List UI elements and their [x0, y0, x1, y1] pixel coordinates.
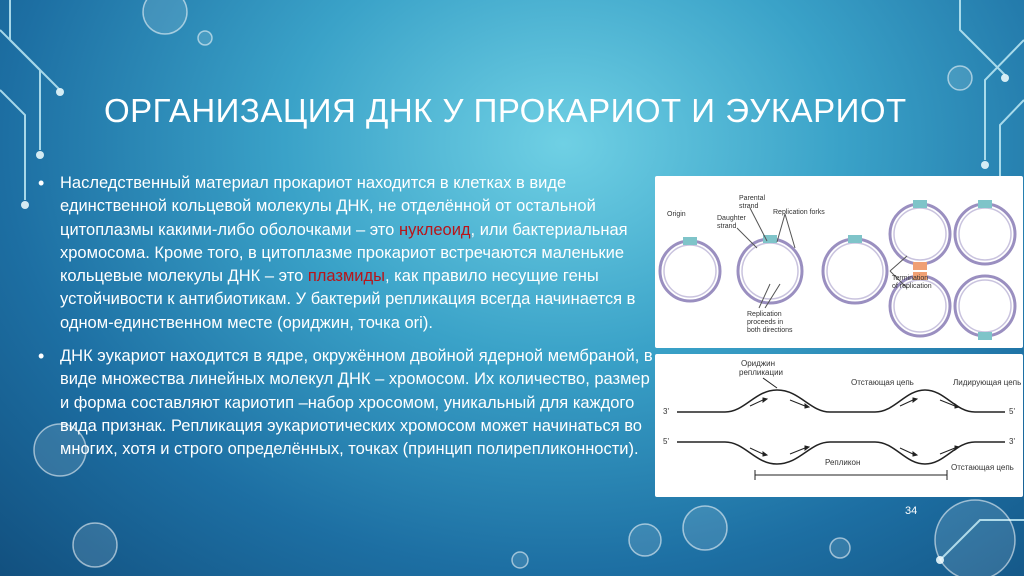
dna-circle-4: [890, 204, 950, 264]
label-replication-2: proceeds in: [747, 319, 784, 326]
label-5prime-left: 5': [663, 437, 669, 446]
paragraph-prokaryotes: [38, 172, 658, 335]
label-origin-2: репликации: [739, 368, 784, 377]
paragraph-eukaryotes: [38, 345, 658, 461]
label-3prime-right: 3': [1009, 437, 1015, 446]
plasmids-term: плазмиды: [307, 267, 386, 286]
eukaryote-replication-figure: [655, 354, 1023, 497]
label-daughter-1: Daughter: [717, 215, 746, 222]
label-5prime-right: 5': [1009, 407, 1015, 416]
dna-circle-2: [738, 239, 802, 303]
dna-circle-1: [660, 241, 720, 301]
label-replicon: Репликон: [825, 458, 861, 467]
eukaryote-text: ДНК эукариот находится в ядре, окружённом двойной ядерной мембраной, в виде множества линейных молекул ДНК – хромосом. Их количество, размер и форма составляют кариотип –набор хросомом, уникальный для каждого вида признак. Репликация эукариотических хромосом может начинаться во многих, хотя и строго определённых, точках (принцип полирепликонности).: [60, 347, 653, 459]
dna-circle-7: [955, 276, 1015, 336]
page-number: 34: [905, 505, 918, 517]
nucleoid-term: нуклеоид: [398, 220, 471, 239]
prokaryote-text-1: Наследственный материал прокариот находится в клетках в виде единственной кольцевой молекулы ДНК, не отделённой от остальной цитоплазмы какими-либо оболочками – это: [60, 174, 596, 239]
label-termination-2: of replication: [892, 283, 932, 290]
label-parental-1: Parental: [739, 195, 766, 202]
bullet: •: [38, 346, 45, 367]
prokaryote-text-2: , или бактериальная хромосома. Кроме того, в цитоплазме прокариот встречаются маленькие кольцевые молекулы ДНК – это: [60, 220, 628, 286]
bullet: •: [38, 173, 45, 193]
label-replication-3: both directions: [747, 327, 793, 334]
label-lagging-top: Отстающая цепь: [851, 378, 914, 387]
dna-circle-3: [823, 239, 887, 303]
label-termination-1: Termination: [892, 275, 929, 282]
label-origin: Origin: [667, 211, 686, 218]
slide-body: [38, 172, 658, 472]
label-lagging-bottom: Отстающая цепь: [951, 463, 1014, 472]
slide-title: ОРГАНИЗАЦИЯ ДНК У ПРОКАРИОТ И ЭУКАРИОТ: [104, 92, 907, 129]
prokaryote-replication-diagram: [655, 176, 1023, 348]
prokaryote-text-3: , как правило несущие гены устойчивости к антибиотикам. У бактерий репликация всегда начинается в одном-единственном месте (ориджин, точка ori).: [60, 267, 636, 332]
prokaryote-replication-figure: [655, 176, 1023, 348]
label-leading: Лидирующая цепь: [953, 378, 1022, 387]
label-replication-1: Replication: [747, 311, 782, 318]
dna-circle-6: [955, 204, 1015, 264]
label-daughter-2: strand: [717, 223, 737, 230]
strand-top: [677, 390, 1005, 412]
label-origin-1: Ориджин: [741, 359, 776, 368]
label-forks: Replication forks: [773, 209, 825, 216]
label-3prime-left: 3': [663, 407, 669, 416]
label-parental-2: strand: [739, 203, 759, 210]
eukaryote-replication-diagram: [655, 354, 1023, 497]
